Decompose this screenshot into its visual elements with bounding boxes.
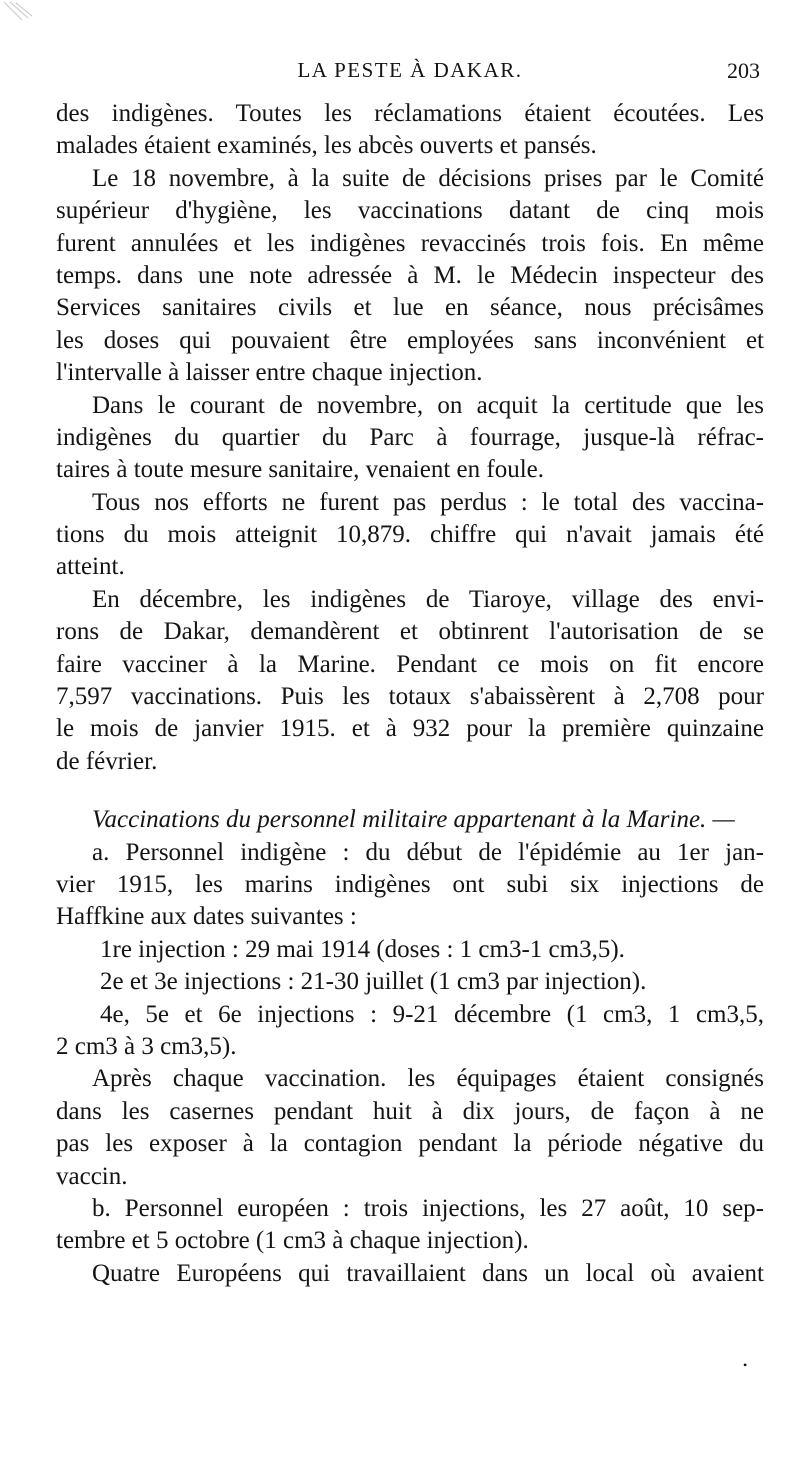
text-line: temps. dans une note adressée à M. le Médecin inspecteur des — [56, 261, 764, 289]
paragraph-gap — [56, 778, 764, 804]
text-line: atteint. — [56, 553, 125, 581]
text-line: malades étaient examinés, les abcès ouverts et pansés. — [56, 132, 597, 160]
body-text — [56, 98, 764, 1290]
text-line: furent annulées et les indigènes revaccinés trois fois. En même — [56, 229, 764, 257]
text-line: faire vacciner à la Marine. Pendant ce mois on fit encore — [56, 650, 764, 678]
text-line: taires à toute mesure sanitaire, venaient en foule. — [56, 456, 544, 484]
text-line: pas les exposer à la contagion pendant la période négative du — [56, 1130, 764, 1158]
text-line: Dans le courant de novembre, on acquit la certitude que les — [92, 391, 764, 419]
text-line: Quatre Européens qui travaillaient dans un local où avaient — [92, 1259, 764, 1287]
corner-scratch-marks — [2, 0, 36, 24]
text-line: vier 1915, les marins indigènes ont subi six injections de — [56, 870, 764, 898]
text-line: En décembre, les indigènes de Tiaroye, village des envi- — [92, 585, 764, 613]
page-header — [56, 58, 764, 92]
text-line: des indigènes. Toutes les réclamations étaient écoutées. Les — [56, 100, 764, 127]
text-line: b. Personnel européen : trois injections, les 27 août, 10 sep- — [92, 1194, 764, 1222]
text-line: 7,597 vaccinations. Puis les totaux s'abaissèrent à 2,708 pour — [56, 683, 764, 711]
text-line: vaccin. — [56, 1162, 128, 1190]
text-line: de février. — [56, 747, 158, 775]
text-line: 1re injection : 29 mai 1914 (doses : 1 cm3-1 cm3,5). — [100, 935, 625, 963]
text-line: dans les casernes pendant huit à dix jours, de façon à ne — [56, 1097, 764, 1125]
text-line: tions du mois atteignit 10,879. chiffre qui n'avait jamais été — [56, 521, 764, 549]
page-number: 203 — [727, 58, 760, 83]
running-title: LA PESTE À DAKAR. — [297, 58, 523, 82]
text-line: 4e, 5e et 6e injections : 9-21 décembre (1 cm3, 1 cm3,5, — [100, 1000, 764, 1028]
text-line: rons de Dakar, demandèrent et obtinrent l'autorisation de se — [56, 618, 764, 646]
text-line: Services sanitaires civils et lue en séance, nous précisâmes — [56, 294, 764, 322]
text-line: Haffkine aux dates suivantes : — [56, 903, 357, 931]
text-line: Le 18 novembre, à la suite de décisions prises par le Comité — [92, 164, 764, 192]
text-line: 2e et 3e injections : 21-30 juillet (1 cm3 par injection). — [100, 968, 647, 996]
text-line: l'intervalle à laisser entre chaque injection. — [56, 359, 483, 387]
section-heading: Vaccinations du personnel militaire appartenant à la Marine. — — [92, 806, 735, 834]
text-line: a. Personnel indigène : du début de l'épidémie au 1er jan- — [92, 838, 764, 866]
text-line: Après chaque vaccination. les équipages étaient consignés — [92, 1065, 764, 1093]
text-line: indigènes du quartier du Parc à fourrage, jusque-là réfrac- — [56, 423, 764, 451]
text-line: les doses qui pouvaient être employées sans inconvénient et — [56, 326, 764, 354]
text-line: tembre et 5 octobre (1 cm3 à chaque injection). — [56, 1227, 529, 1255]
text-line: Tous nos efforts ne furent pas perdus : le total des vaccina- — [92, 488, 764, 516]
text-line: supérieur d'hygiène, les vaccinations datant de cinq mois — [56, 197, 764, 225]
text-line: le mois de janvier 1915. et à 932 pour la première quinzaine — [56, 715, 764, 743]
text-line: 2 cm3 à 3 cm3,5). — [56, 1032, 237, 1060]
footer-mark: • — [743, 1358, 748, 1372]
